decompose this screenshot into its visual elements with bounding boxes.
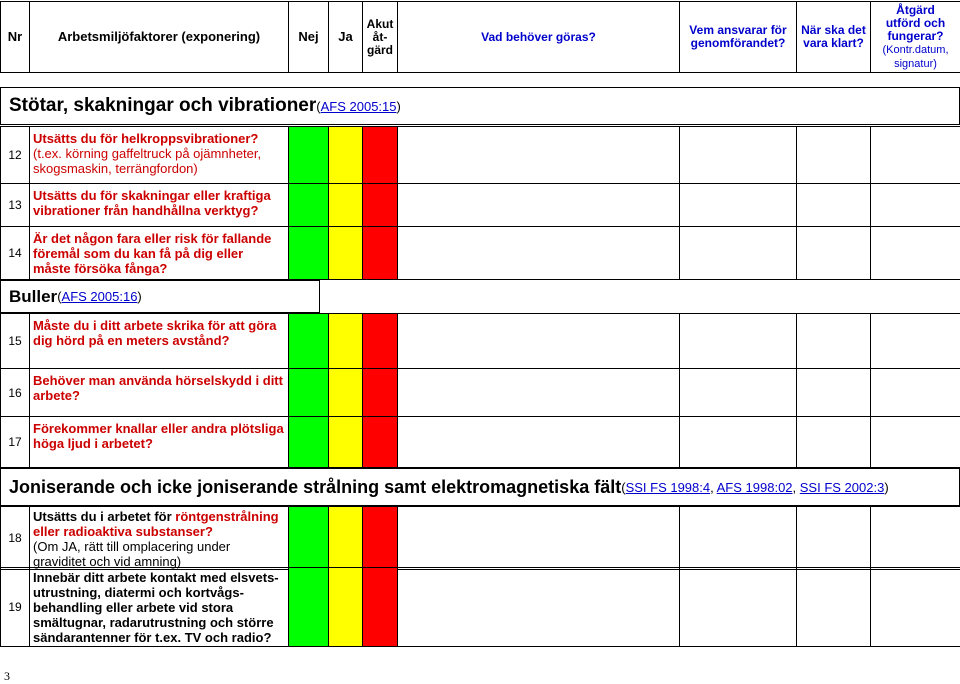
question-row <box>0 126 960 184</box>
ja-checkbox-cell[interactable] <box>329 314 363 369</box>
question-number: 15 <box>1 314 30 369</box>
deadline-cell[interactable] <box>797 507 871 570</box>
responsible-cell[interactable] <box>680 507 797 570</box>
col-responsible: Vem ansvarar för genomförandet? <box>680 2 797 73</box>
ref-close-paren: ) <box>137 289 142 304</box>
col-ja: Ja <box>329 2 363 73</box>
done-cell[interactable] <box>871 568 960 647</box>
akut-checkbox-cell[interactable] <box>363 417 398 468</box>
responsible-cell[interactable] <box>680 568 797 647</box>
question-line: (Om JA, rätt till omplacering under <box>33 539 231 554</box>
ja-checkbox-cell[interactable] <box>329 127 363 184</box>
question-number: 14 <box>1 227 30 280</box>
responsible-cell[interactable] <box>680 127 797 184</box>
need-cell[interactable] <box>398 127 680 184</box>
ref-open-paren: ( <box>621 479 626 495</box>
need-cell[interactable] <box>398 369 680 417</box>
deadline-cell[interactable] <box>797 227 871 280</box>
question-text <box>30 369 289 417</box>
ja-checkbox-cell[interactable] <box>329 568 363 647</box>
col-when: När ska det vara klart? <box>797 2 871 73</box>
responsible-cell[interactable] <box>680 314 797 369</box>
regulation-link[interactable]: AFS 2005:15 <box>320 98 397 114</box>
question-line: dig hörd på en meters avstånd? <box>33 333 230 348</box>
question-line: Utsätts du för helkroppsvibrationer? <box>33 131 259 146</box>
question-text <box>30 568 289 647</box>
regulation-link[interactable]: AFS 2005:16 <box>61 289 138 304</box>
header-table <box>0 1 960 73</box>
question-line: utrustning, diatermi och kortvågs- <box>33 585 244 600</box>
question-line: smältugnar, radarutrustning och större <box>33 615 274 630</box>
question-line: behandling eller arbete vid stora <box>33 600 234 615</box>
nej-checkbox-cell[interactable] <box>289 184 329 227</box>
question-line: skogsmaskin, terrängfordon) <box>33 161 198 176</box>
need-cell[interactable] <box>398 568 680 647</box>
question-line: vibrationer från handhållna verktyg? <box>33 203 259 218</box>
done-cell[interactable] <box>871 127 960 184</box>
col-nr: Nr <box>1 2 30 73</box>
nej-checkbox-cell[interactable] <box>289 127 329 184</box>
col-done: Åtgärd utförd och fungerar? (Kontr.datum, signatur) <box>871 2 960 73</box>
deadline-cell[interactable] <box>797 417 871 468</box>
section-heading <box>0 468 960 506</box>
ref-open-paren: ( <box>57 289 62 304</box>
ja-checkbox-cell[interactable] <box>329 369 363 417</box>
question-number: 16 <box>1 369 30 417</box>
responsible-cell[interactable] <box>680 227 797 280</box>
ref-close-paren: ) <box>396 98 401 114</box>
question-row <box>0 313 960 369</box>
need-cell[interactable] <box>398 314 680 369</box>
section-references <box>316 99 401 114</box>
col-akut: Akut åt- gärd <box>363 2 398 73</box>
section-references <box>57 289 142 304</box>
section-title: Buller <box>9 286 58 306</box>
akut-checkbox-cell[interactable] <box>363 507 398 570</box>
col-need: Vad behöver göras? <box>398 2 680 73</box>
page-number: 3 <box>4 669 10 683</box>
question-line: Måste du i ditt arbete skrika för att göra <box>33 318 277 333</box>
deadline-cell[interactable] <box>797 127 871 184</box>
nej-checkbox-cell[interactable] <box>289 507 329 570</box>
done-cell[interactable] <box>871 227 960 280</box>
question-line: Innebär ditt arbete kontakt med elsvets- <box>33 570 279 585</box>
nej-checkbox-cell[interactable] <box>289 369 329 417</box>
question-line: (t.ex. körning gaffeltruck på ojämnheter, <box>33 146 262 161</box>
question-text <box>30 184 289 227</box>
regulation-link[interactable]: SSI FS 1998:4 <box>625 479 711 495</box>
done-cell[interactable] <box>871 417 960 468</box>
need-cell[interactable] <box>398 184 680 227</box>
responsible-cell[interactable] <box>680 369 797 417</box>
question-line: höga ljud i arbetet? <box>33 436 153 451</box>
done-cell[interactable] <box>871 507 960 570</box>
akut-checkbox-cell[interactable] <box>363 227 398 280</box>
nej-checkbox-cell[interactable] <box>289 314 329 369</box>
akut-checkbox-cell[interactable] <box>363 369 398 417</box>
question-line: föremål som du kan få på dig eller <box>33 246 244 261</box>
deadline-cell[interactable] <box>797 369 871 417</box>
nej-checkbox-cell[interactable] <box>289 227 329 280</box>
need-cell[interactable] <box>398 227 680 280</box>
akut-checkbox-cell[interactable] <box>363 568 398 647</box>
deadline-cell[interactable] <box>797 184 871 227</box>
ja-checkbox-cell[interactable] <box>329 227 363 280</box>
question-row <box>0 567 960 647</box>
question-line: graviditet och vid amning) <box>33 554 182 569</box>
question-text <box>30 127 289 184</box>
ref-close-paren: ) <box>884 479 889 495</box>
question-row <box>0 226 960 280</box>
question-number: 13 <box>1 184 30 227</box>
done-cell[interactable] <box>871 369 960 417</box>
regulation-link[interactable]: SSI FS 2002:3 <box>799 479 885 495</box>
ja-checkbox-cell[interactable] <box>329 507 363 570</box>
responsible-cell[interactable] <box>680 184 797 227</box>
section-references: (SSI FS 1998:4, AFS 1998:02, SSI FS 2002:3) <box>621 479 889 495</box>
need-cell[interactable] <box>398 507 680 570</box>
ref-open-paren: ( <box>316 98 321 114</box>
akut-checkbox-cell[interactable] <box>363 184 398 227</box>
col-factors: Arbetsmiljöfaktorer (exponering) <box>30 2 289 73</box>
deadline-cell[interactable] <box>797 568 871 647</box>
question-row <box>0 183 960 227</box>
nej-checkbox-cell[interactable] <box>289 568 329 647</box>
question-row <box>0 416 960 468</box>
question-number: 18 <box>1 507 30 570</box>
question-number: 12 <box>1 127 30 184</box>
section-heading <box>0 280 320 313</box>
akut-checkbox-cell[interactable] <box>363 127 398 184</box>
question-text <box>30 417 289 468</box>
responsible-cell[interactable] <box>680 417 797 468</box>
question-line: Förekommer knallar eller andra plötsliga <box>33 421 284 436</box>
section-heading <box>0 87 960 125</box>
ja-checkbox-cell[interactable] <box>329 184 363 227</box>
done-cell[interactable] <box>871 314 960 369</box>
question-text <box>30 507 289 570</box>
section-title: Stötar, skakningar och vibrationer <box>9 95 317 116</box>
question-text <box>30 314 289 369</box>
question-row <box>0 368 960 417</box>
section-title: Joniserande och icke joniserande strålning samt elektromagnetiska fält <box>9 476 622 497</box>
question-line: måste försöka fånga? <box>33 261 168 276</box>
ja-checkbox-cell[interactable] <box>329 417 363 468</box>
done-cell[interactable] <box>871 184 960 227</box>
need-cell[interactable] <box>398 417 680 468</box>
nej-checkbox-cell[interactable] <box>289 417 329 468</box>
akut-checkbox-cell[interactable] <box>363 314 398 369</box>
question-row <box>0 506 960 570</box>
question-number: 19 <box>1 568 30 647</box>
question-line: Är det någon fara eller risk för fallande <box>33 231 272 246</box>
col-nej: Nej <box>289 2 329 73</box>
regulation-link[interactable]: AFS 1998:02 <box>716 479 793 495</box>
question-text <box>30 227 289 280</box>
question-line: sändarantenner för t.ex. TV och radio? <box>33 630 272 645</box>
question-line: Behöver man använda hörselskydd i ditt <box>33 373 283 388</box>
question-line: eller radioaktiva substanser? <box>33 524 213 539</box>
question-line: arbete? <box>33 388 80 403</box>
question-line: Utsätts du för skakningar eller kraftiga <box>33 188 271 203</box>
deadline-cell[interactable] <box>797 314 871 369</box>
question-number: 17 <box>1 417 30 468</box>
question-line: Utsätts du i arbetet för röntgenstrålning <box>33 509 279 524</box>
